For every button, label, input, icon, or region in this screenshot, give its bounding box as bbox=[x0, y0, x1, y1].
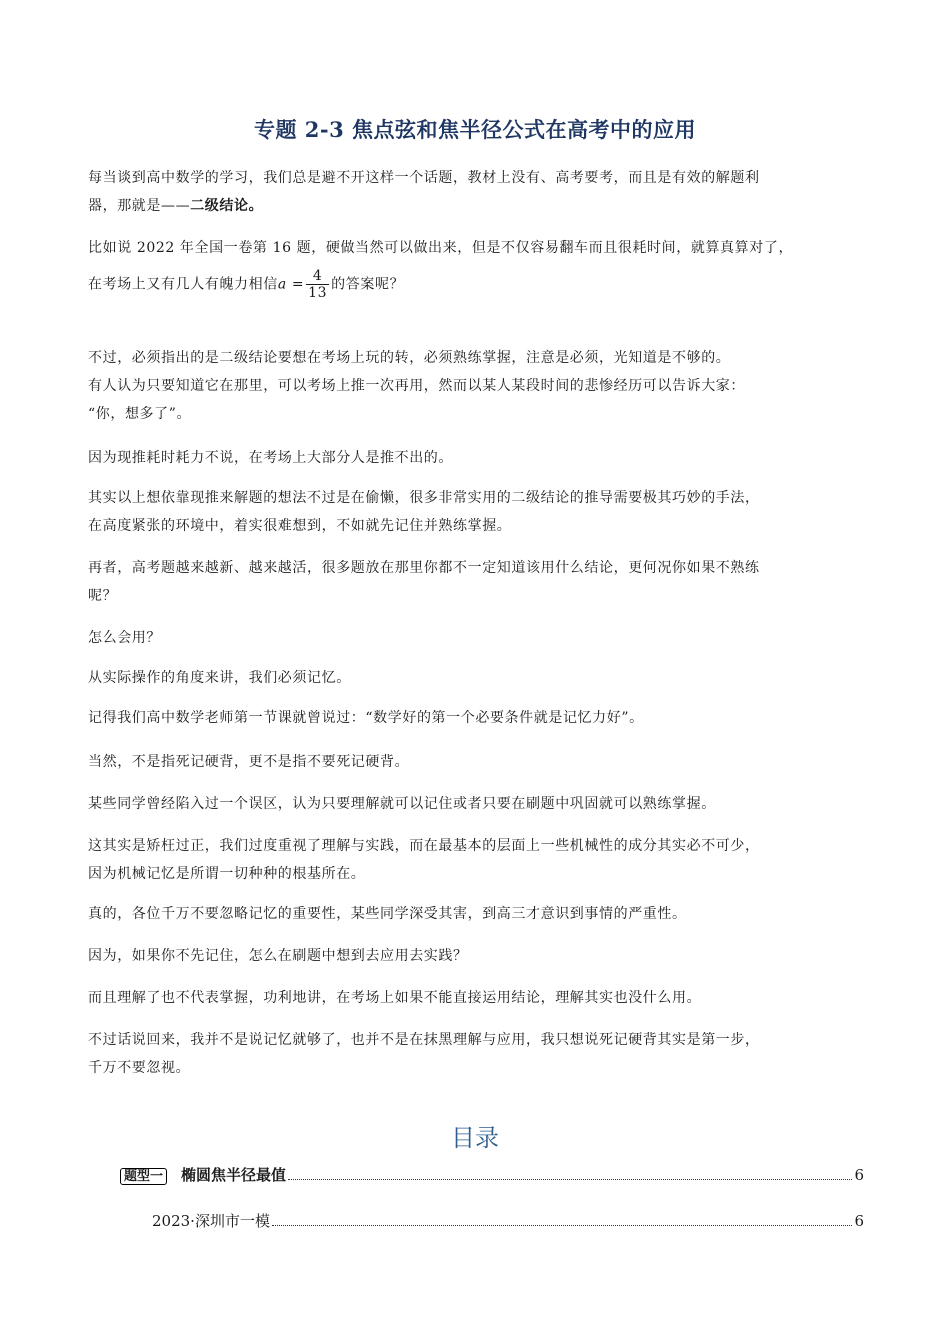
paragraph-8: 记得我们高中数学老师第一节课就曾说过：“数学好的第一个必要条件就是记忆力好”。 bbox=[88, 710, 644, 726]
toc-title: 目录 bbox=[451, 1124, 499, 1152]
paragraph-intro: 每当谈到高中数学的学习，我们总是避不开这样一个话题，教材上没有、高考要考，而且是有效的解题利 器，那就是——二级结论。 bbox=[88, 170, 760, 214]
toc-entry-2[interactable] bbox=[152, 1210, 864, 1231]
toc-page-number: 6 bbox=[854, 1166, 864, 1184]
paragraph-12: 真的，各位千万不要忽略记忆的重要性，某些同学深受其害，到高三才意识到事情的严重性。 bbox=[88, 906, 687, 922]
paragraph-11: 这其实是矫枉过正，我们过度重视了理解与实践，而在最基本的层面上一些机械性的成分其实必不可少， 因为机械记忆是所谓一切种种的根基所在。 bbox=[88, 838, 760, 882]
toc-page-number: 6 bbox=[854, 1212, 864, 1230]
paragraph-example: 比如说 2022 年全国一卷第 16 题，硬做当然可以做出来，但是不仅容易翻车而且很耗时间，就算真算对了， 在考场上又有几人有魄力相信a = $\frac{4}{13}$ 的答案呢？ bbox=[88, 240, 794, 301]
dot-leader bbox=[288, 1178, 852, 1180]
paragraph-13: 因为，如果你不先记住，怎么在刷题中想到去应用去实践？ bbox=[88, 948, 468, 964]
toc-entry-1[interactable] bbox=[120, 1164, 864, 1185]
paragraph-6: 怎么会用？ bbox=[88, 630, 161, 646]
toc-badge: 题型一 bbox=[120, 1168, 167, 1185]
fraction: $\frac{4}{13}$ bbox=[308, 268, 328, 301]
paragraph-4: 其实以上想依靠现推来解题的想法不过是在偷懒，很多非常实用的二级结论的推导需要极其巧妙的手法， 在高度紧张的环境中，着实很难想到，不如就先记住并熟练掌握。 bbox=[88, 490, 760, 534]
paragraph-2: 不过，必须指出的是二级结论要想在考场上玩的转，必须熟练掌握，注意是必须，光知道是不够的。 有人认为只要知道它在那里，可以考场上推一次再用，然而以某人某段时间的悲惨经历可以告诉大家： “你，想多了”。 bbox=[88, 350, 745, 422]
toc-entry-label: 2023·深圳市一模 bbox=[152, 1212, 270, 1230]
dot-leader bbox=[272, 1224, 853, 1226]
paragraph-7: 从实际操作的角度来讲，我们必须记忆。 bbox=[88, 670, 351, 686]
paragraph-10: 某些同学曾经陷入过一个误区，认为只要理解就可以记住或者只要在刷题中巩固就可以熟练掌握。 bbox=[88, 796, 716, 812]
toc-entry-label: 椭圆焦半径最值 bbox=[181, 1166, 287, 1184]
paragraph-9: 当然，不是指死记硬背，更不是指不要死记硬背。 bbox=[88, 754, 410, 770]
paragraph-15: 不过话说回来，我并不是说记忆就够了，也并不是在抹黑理解与应用，我只想说死记硬背其实是第一步， 千万不要忽视。 bbox=[88, 1032, 760, 1076]
page-title: 专题 2-3 焦点弦和焦半径公式在高考中的应用 bbox=[253, 117, 697, 142]
paragraph-5: 再者，高考题越来越新、越来越活，很多题放在那里你都不一定知道该用什么结论，更何况你如果不熟练 呢？ bbox=[88, 560, 760, 604]
paragraph-3: 因为现推耗时耗力不说，在考场上大部分人是推不出的。 bbox=[88, 450, 453, 466]
paragraph-14: 而且理解了也不代表掌握，功利地讲，在考场上如果不能直接运用结论，理解其实也没什么用。 bbox=[88, 990, 702, 1006]
